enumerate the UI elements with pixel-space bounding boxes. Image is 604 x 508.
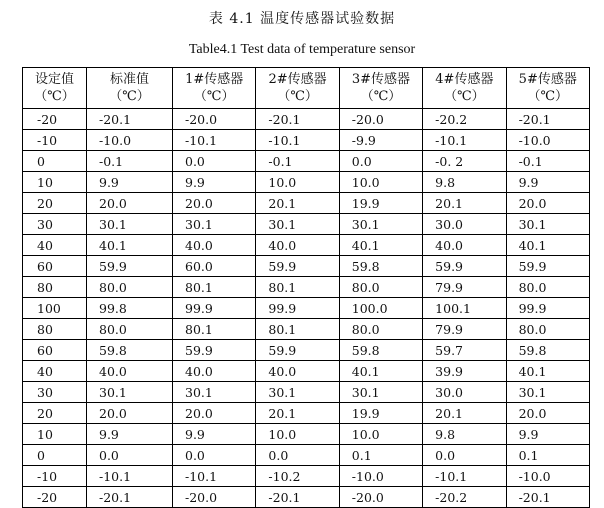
set-value-cell: 0 bbox=[23, 151, 87, 172]
standard-value-cell: -10.0 bbox=[87, 130, 173, 151]
set-value-cell: -20 bbox=[23, 109, 87, 130]
table-caption-chinese: 表 4.1 温度传感器试验数据 bbox=[208, 11, 396, 27]
standard-value-cell: 80.0 bbox=[87, 319, 173, 340]
table-row bbox=[23, 466, 590, 487]
table-body bbox=[23, 109, 590, 508]
sensor-2-cell: -10.1 bbox=[256, 130, 339, 151]
sensor-2-cell: 10.0 bbox=[256, 172, 339, 193]
sensor-2-cell: 20.1 bbox=[256, 193, 339, 214]
set-value-cell: -10 bbox=[23, 130, 87, 151]
standard-value-cell: 0.0 bbox=[87, 445, 173, 466]
sensor-4-cell: 9.8 bbox=[423, 424, 506, 445]
standard-value-cell: 99.8 bbox=[87, 298, 173, 319]
header-unit: （℃） bbox=[360, 89, 402, 104]
sensor-5-cell: 9.9 bbox=[506, 424, 589, 445]
standard-value-cell: -10.1 bbox=[87, 466, 173, 487]
sensor-3-cell: 10.0 bbox=[339, 424, 422, 445]
sensor-4-cell: 20.1 bbox=[423, 403, 506, 424]
set-value-cell: 30 bbox=[23, 382, 87, 403]
table-caption-english: Table4.1 Test data of temperature sensor bbox=[188, 42, 416, 57]
table-row bbox=[23, 319, 590, 340]
sensor-3-cell: 80.0 bbox=[339, 319, 422, 340]
sensor-2-cell: 10.0 bbox=[256, 424, 339, 445]
sensor-4-cell: 30.0 bbox=[423, 214, 506, 235]
sensor-3-cell: 19.9 bbox=[339, 193, 422, 214]
sensor-1-cell: -10.1 bbox=[173, 130, 256, 151]
sensor-2-cell: 99.9 bbox=[256, 298, 339, 319]
sensor-4-cell: 20.1 bbox=[423, 193, 506, 214]
standard-value-cell: 30.1 bbox=[87, 214, 173, 235]
sensor-3-cell: 59.8 bbox=[339, 340, 422, 361]
sensor-3-cell: 100.0 bbox=[339, 298, 422, 319]
sensor-1-cell: 9.9 bbox=[173, 424, 256, 445]
sensor-2-cell: 30.1 bbox=[256, 214, 339, 235]
standard-value-cell: 40.1 bbox=[87, 235, 173, 256]
standard-value-cell: 9.9 bbox=[87, 172, 173, 193]
standard-value-cell: 20.0 bbox=[87, 403, 173, 424]
sensor-3-cell: 59.8 bbox=[339, 256, 422, 277]
sensor-5-cell: 40.1 bbox=[506, 235, 589, 256]
sensor-3-cell: -9.9 bbox=[339, 130, 422, 151]
set-value-cell: 20 bbox=[23, 403, 87, 424]
sensor-5-cell: 20.0 bbox=[506, 403, 589, 424]
sensor-4-cell: 59.9 bbox=[423, 256, 506, 277]
sensor-1-cell: 0.0 bbox=[173, 151, 256, 172]
table-row bbox=[23, 487, 590, 508]
sensor-2-cell: 40.0 bbox=[256, 235, 339, 256]
table-row bbox=[23, 403, 590, 424]
sensor-1-cell: 40.0 bbox=[173, 235, 256, 256]
table-row bbox=[23, 235, 590, 256]
sensor-2-cell: 80.1 bbox=[256, 277, 339, 298]
standard-value-cell: 40.0 bbox=[87, 361, 173, 382]
sensor-2-cell: -20.1 bbox=[256, 109, 339, 130]
sensor-1-cell: 60.0 bbox=[173, 256, 256, 277]
header-sensor-5 bbox=[506, 68, 589, 109]
sensor-5-cell: 30.1 bbox=[506, 382, 589, 403]
set-value-cell: 20 bbox=[23, 193, 87, 214]
header-unit: （℃） bbox=[444, 89, 485, 104]
header-unit: （℃） bbox=[34, 89, 75, 104]
table-row bbox=[23, 424, 590, 445]
header-label: 4#传感器 bbox=[435, 72, 494, 87]
sensor-4-cell: 100.1 bbox=[423, 298, 506, 319]
header-sensor-1 bbox=[173, 68, 256, 109]
standard-value-cell: 59.9 bbox=[87, 256, 173, 277]
sensor-3-cell: -10.0 bbox=[339, 466, 422, 487]
set-value-cell: 40 bbox=[23, 235, 87, 256]
sensor-5-cell: 40.1 bbox=[506, 361, 589, 382]
set-value-cell: 80 bbox=[23, 277, 87, 298]
table-row bbox=[23, 298, 590, 319]
sensor-2-cell: 0.0 bbox=[256, 445, 339, 466]
sensor-1-cell: 99.9 bbox=[173, 298, 256, 319]
sensor-4-cell: -20.2 bbox=[423, 487, 506, 508]
table-row bbox=[23, 109, 590, 130]
sensor-5-cell: -10.0 bbox=[506, 130, 589, 151]
sensor-3-cell: 30.1 bbox=[339, 214, 422, 235]
header-unit: （℃） bbox=[277, 89, 318, 104]
sensor-5-cell: 59.8 bbox=[506, 340, 589, 361]
sensor-4-cell: 9.8 bbox=[423, 172, 506, 193]
sensor-3-cell: 80.0 bbox=[339, 277, 422, 298]
sensor-1-cell: -20.0 bbox=[173, 487, 256, 508]
sensor-2-cell: 20.1 bbox=[256, 403, 339, 424]
header-unit: （℃） bbox=[527, 89, 569, 104]
header-unit: （℃） bbox=[193, 89, 235, 104]
sensor-5-cell: 20.0 bbox=[506, 193, 589, 214]
sensor-2-cell: -20.1 bbox=[256, 487, 339, 508]
sensor-1-cell: 30.1 bbox=[173, 214, 256, 235]
sensor-4-cell: -20.2 bbox=[423, 109, 506, 130]
sensor-5-cell: 9.9 bbox=[506, 172, 589, 193]
header-label: 2#传感器 bbox=[268, 72, 327, 87]
set-value-cell: 60 bbox=[23, 340, 87, 361]
header-unit: （℃） bbox=[109, 89, 150, 104]
table-row bbox=[23, 151, 590, 172]
table-row bbox=[23, 382, 590, 403]
set-value-cell: -10 bbox=[23, 466, 87, 487]
sensor-3-cell: 10.0 bbox=[339, 172, 422, 193]
sensor-5-cell: -0.1 bbox=[506, 151, 589, 172]
header-label: 标准值 bbox=[109, 72, 149, 87]
standard-value-cell: 30.1 bbox=[87, 382, 173, 403]
sensor-3-cell: 0.0 bbox=[339, 151, 422, 172]
set-value-cell: 80 bbox=[23, 319, 87, 340]
sensor-4-cell: 40.0 bbox=[423, 235, 506, 256]
sensor-4-cell: 30.0 bbox=[423, 382, 506, 403]
sensor-3-cell: -20.0 bbox=[339, 487, 422, 508]
sensor-3-cell: 40.1 bbox=[339, 235, 422, 256]
sensor-1-cell: -10.1 bbox=[173, 466, 256, 487]
sensor-2-cell: -0.1 bbox=[256, 151, 339, 172]
standard-value-cell: 80.0 bbox=[87, 277, 173, 298]
sensor-5-cell: 99.9 bbox=[506, 298, 589, 319]
standard-value-cell: -0.1 bbox=[87, 151, 173, 172]
header-label: 3#传感器 bbox=[351, 72, 411, 87]
set-value-cell: 60 bbox=[23, 256, 87, 277]
sensor-4-cell: 79.9 bbox=[423, 319, 506, 340]
header-standard-value bbox=[87, 68, 173, 109]
set-value-cell: 10 bbox=[23, 172, 87, 193]
sensor-1-cell: 40.0 bbox=[173, 361, 256, 382]
header-sensor-2 bbox=[256, 68, 339, 109]
sensor-3-cell: -20.0 bbox=[339, 109, 422, 130]
sensor-4-cell: -10.1 bbox=[423, 130, 506, 151]
sensor-1-cell: 30.1 bbox=[173, 382, 256, 403]
standard-value-cell: 9.9 bbox=[87, 424, 173, 445]
standard-value-cell: 59.8 bbox=[87, 340, 173, 361]
sensor-4-cell: 79.9 bbox=[423, 277, 506, 298]
table-row bbox=[23, 193, 590, 214]
sensor-5-cell: 30.1 bbox=[506, 214, 589, 235]
header-row bbox=[23, 68, 590, 109]
sensor-4-cell: -0. 2 bbox=[423, 151, 506, 172]
standard-value-cell: -20.1 bbox=[87, 487, 173, 508]
sensor-5-cell: 59.9 bbox=[506, 256, 589, 277]
set-value-cell: 0 bbox=[23, 445, 87, 466]
sensor-5-cell: 80.0 bbox=[506, 319, 589, 340]
standard-value-cell: 20.0 bbox=[87, 193, 173, 214]
set-value-cell: 10 bbox=[23, 424, 87, 445]
sensor-1-cell: 80.1 bbox=[173, 319, 256, 340]
sensor-1-cell: 0.0 bbox=[173, 445, 256, 466]
sensor-1-cell: 9.9 bbox=[173, 172, 256, 193]
sensor-4-cell: 59.7 bbox=[423, 340, 506, 361]
sensor-1-cell: 80.1 bbox=[173, 277, 256, 298]
header-sensor-3 bbox=[339, 68, 422, 109]
sensor-4-cell: -10.1 bbox=[423, 466, 506, 487]
table-row bbox=[23, 361, 590, 382]
sensor-1-cell: 20.0 bbox=[173, 193, 256, 214]
sensor-2-cell: 59.9 bbox=[256, 340, 339, 361]
header-label: 设定值 bbox=[34, 72, 74, 87]
sensor-1-cell: 20.0 bbox=[173, 403, 256, 424]
sensor-5-cell: 0.1 bbox=[506, 445, 589, 466]
sensor-2-cell: 80.1 bbox=[256, 319, 339, 340]
table-row bbox=[23, 256, 590, 277]
sensor-5-cell: -10.0 bbox=[506, 466, 589, 487]
sensor-3-cell: 40.1 bbox=[339, 361, 422, 382]
table-row bbox=[23, 340, 590, 361]
sensor-5-cell: 80.0 bbox=[506, 277, 589, 298]
header-label: 5#传感器 bbox=[518, 72, 577, 87]
sensor-5-cell: -20.1 bbox=[506, 109, 589, 130]
standard-value-cell: -20.1 bbox=[87, 109, 173, 130]
table-row bbox=[23, 214, 590, 235]
table-row bbox=[23, 445, 590, 466]
temperature-sensor-data-table bbox=[22, 67, 590, 508]
sensor-5-cell: -20.1 bbox=[506, 487, 589, 508]
table-row bbox=[23, 277, 590, 298]
sensor-2-cell: -10.2 bbox=[256, 466, 339, 487]
set-value-cell: 40 bbox=[23, 361, 87, 382]
set-value-cell: 30 bbox=[23, 214, 87, 235]
sensor-4-cell: 0.0 bbox=[423, 445, 506, 466]
sensor-2-cell: 59.9 bbox=[256, 256, 339, 277]
sensor-1-cell: -20.0 bbox=[173, 109, 256, 130]
set-value-cell: 100 bbox=[23, 298, 87, 319]
table-row bbox=[23, 130, 590, 151]
sensor-2-cell: 30.1 bbox=[256, 382, 339, 403]
header-label: 1#传感器 bbox=[185, 72, 244, 87]
sensor-4-cell: 39.9 bbox=[423, 361, 506, 382]
header-set-value bbox=[23, 68, 87, 109]
table-row bbox=[23, 172, 590, 193]
sensor-3-cell: 30.1 bbox=[339, 382, 422, 403]
set-value-cell: -20 bbox=[23, 487, 87, 508]
header-sensor-4 bbox=[423, 68, 506, 109]
sensor-1-cell: 59.9 bbox=[173, 340, 256, 361]
sensor-2-cell: 40.0 bbox=[256, 361, 339, 382]
sensor-3-cell: 0.1 bbox=[339, 445, 422, 466]
sensor-3-cell: 19.9 bbox=[339, 403, 422, 424]
